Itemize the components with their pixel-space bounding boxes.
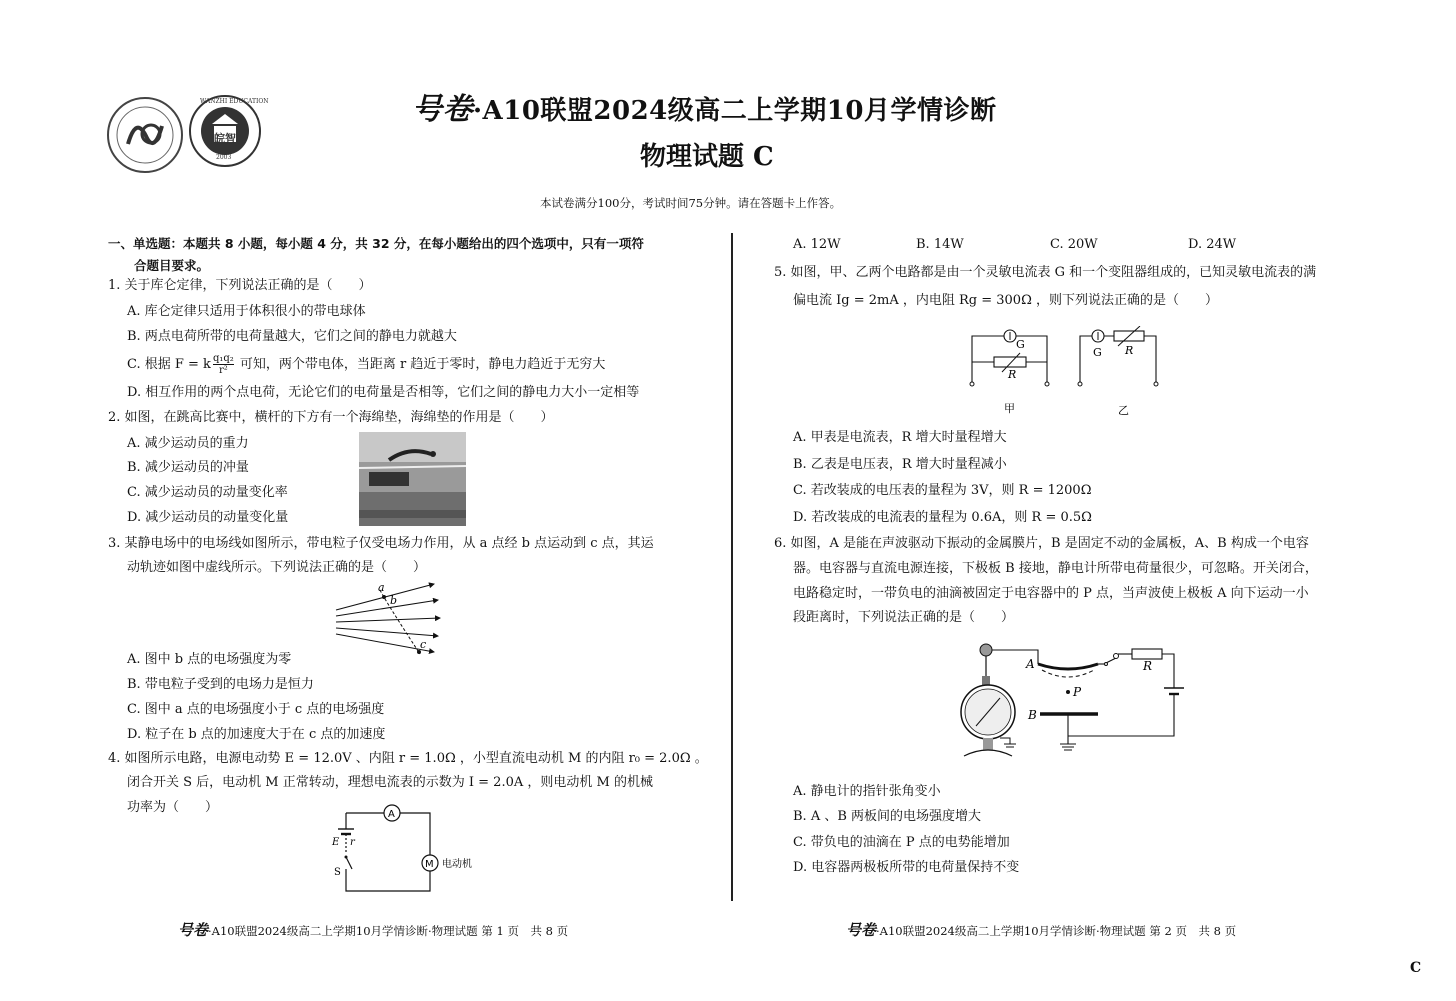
field-lines-figure <box>334 580 444 662</box>
footer-left <box>178 919 568 940</box>
page-title <box>412 84 1052 127</box>
q1-option-c <box>127 353 605 376</box>
caption-jia: 甲 <box>1004 402 1015 415</box>
footer-left-brand: 号卷 <box>178 921 209 939</box>
q1-option-c-post: 可知，两个带电体，当距离 r 趋近于零时，静电力趋近于无穷大 <box>235 357 606 372</box>
q1-fraction <box>213 353 234 376</box>
switch-label: S <box>334 867 341 878</box>
footer-right-text: ·A10联盟2024级高二上学期10月学情诊断·物理试题 第 2 页 共 8 页 <box>876 924 1237 938</box>
q6-stem-line3: 电路稳定时，一带负电的油滴被固定于电容器中的 P 点，当声波使上极板 A 向下运动一小 <box>793 586 1309 601</box>
section-heading-cont: 合题目要求。 <box>134 258 210 273</box>
label-point-p: P <box>1073 685 1082 699</box>
q6-stem-line1: 6. 如图，A 是能在声波驱动下振动的金属膜片，B 是固定不动的金属板，A、B 构成一个电容 <box>774 536 1309 551</box>
q3-stem-line2: 动轨迹如图中虚线所示。下列说法正确的是（ ） <box>127 560 427 575</box>
q5-stem-line2: 偏电流 Ig = 2mA ，内电阻 Rg = 300Ω ，则下列说法正确的是（ ） <box>793 293 1218 308</box>
q1-fraction-num: q₁q₂ <box>212 353 234 364</box>
high-jump-photo <box>359 432 466 526</box>
q4-option-c: C. 20W <box>1050 237 1098 252</box>
caption-yi: 乙 <box>1118 404 1129 417</box>
page-subtitle: 物理试题 C <box>640 142 774 172</box>
field-label-b: b <box>390 594 398 607</box>
footer-right <box>846 919 1236 940</box>
field-label-a: a <box>378 581 385 594</box>
footer-left-text: ·A10联盟2024级高二上学期10月学情诊断·物理试题 第 1 页 共 8 页 <box>208 924 569 938</box>
field-label-c: c <box>420 638 427 651</box>
column-divider <box>731 233 733 901</box>
q1-option-a: A. 库仑定律只适用于体积很小的带电球体 <box>127 304 366 319</box>
q6-stem-line4: 段距离时，下列说法正确的是（ ） <box>793 610 1015 625</box>
alliance-seal-icon <box>106 96 184 174</box>
q5-option-b: B. 乙表是电压表，R 增大时量程减小 <box>793 457 1007 472</box>
ammeter-label: A <box>388 809 395 820</box>
q2-option-b: B. 减少运动员的冲量 <box>127 460 249 475</box>
exam-notice: 本试卷满分100分，考试时间75分钟。请在答题卡上作答。 <box>540 196 842 210</box>
q6-option-c: C. 带负电的油滴在 P 点的电势能增加 <box>793 835 1010 850</box>
q5-option-a: A. 甲表是电流表，R 增大时量程增大 <box>793 430 1007 445</box>
q5-option-c: C. 若改装成的电压表的量程为 3V，则 R = 1200Ω <box>793 483 1092 498</box>
emf-label: E <box>332 837 340 848</box>
q6-stem-line2: 器。电容器与直流电源连接，下极板 B 接地，静电计所带电荷量很少，可忽略。开关闭合， <box>793 561 1318 576</box>
motor-circuit-figure <box>328 803 488 897</box>
q4-stem-line2: 闭合开关 S 后，电动机 M 正常转动，理想电流表的示数为 I = 2.0A ，则电动机 M 的机械 <box>127 775 653 790</box>
motor-label: M <box>425 859 434 870</box>
galvanometer-circuits-figure <box>962 326 1168 420</box>
q6-option-a: A. 静电计的指针张角变小 <box>793 784 941 799</box>
q1-option-b: B. 两点电荷所带的电荷量越大，它们之间的静电力就越大 <box>127 329 457 344</box>
brand-mark: 号卷 <box>412 92 473 127</box>
q6-option-b: B. A 、B 两板间的电场强度增大 <box>793 809 982 824</box>
capacitor-electrometer-figure <box>956 640 1192 764</box>
q4-stem-line3: 功率为（ ） <box>127 800 219 815</box>
q3-option-a: A. 图中 b 点的电场强度为零 <box>127 652 292 667</box>
q5-option-d: D. 若改装成的电流表的量程为 0.6A，则 R = 0.5Ω <box>793 510 1092 525</box>
q4-option-a: A. 12W <box>793 237 841 252</box>
label-g-jia: G <box>1016 338 1025 351</box>
q5-stem-line1: 5. 如图，甲、乙两个电路都是由一个灵敏电流表 G 和一个变阻器组成的，已知灵敏电流表的满 <box>774 265 1317 280</box>
q4-option-d: D. 24W <box>1188 237 1237 252</box>
q3-stem-line1: 3. 某静电场中的电场线如图所示，带电粒子仅受电场力作用，从 a 点经 b 点运动到 c 点，其运 <box>108 536 654 551</box>
label-plate-b: B <box>1028 708 1037 722</box>
q1-option-d: D. 相互作用的两个点电荷，无论它们的电荷量是否相等，它们之间的静电力大小一定相等 <box>127 385 640 400</box>
q1-fraction-den: r² <box>218 365 228 376</box>
q2-stem: 2. 如图，在跳高比赛中，横杆的下方有一个海绵垫，海绵垫的作用是（ ） <box>108 410 554 425</box>
label-plate-a: A <box>1026 657 1035 671</box>
q4-stem-line1: 4. 如图所示电路，电源电动势 E = 12.0V 、内阻 r = 1.0Ω ，小型直流电动机 M 的内阻 r₀ = 2.0Ω 。 <box>108 751 708 766</box>
title-text: ·A10联盟2024级高二上学期10月学情诊断 <box>473 96 997 126</box>
section-heading: 一、单选题：本题共 8 小题，每小题 4 分，共 32 分，在每小题给出的四个选项中，只有一项符 <box>108 236 644 251</box>
q6-option-d: D. 电容器两极板所带的电荷量保持不变 <box>793 860 1020 875</box>
label-r-yi: R <box>1125 344 1134 357</box>
q1-stem: 1. 关于库仑定律，下列说法正确的是（ ） <box>108 278 372 293</box>
q3-option-d: D. 粒子在 b 点的加速度大于在 c 点的加速度 <box>127 727 386 742</box>
q3-option-c: C. 图中 a 点的电场强度小于 c 点的电场强度 <box>127 702 385 717</box>
paper-version-mark: C <box>1410 960 1422 976</box>
q2-option-c: C. 减少运动员的动量变化率 <box>127 485 288 500</box>
internal-r-label: r <box>350 837 355 848</box>
q2-option-d: D. 减少运动员的动量变化量 <box>127 510 289 525</box>
label-g-yi: G <box>1093 346 1102 359</box>
q3-option-b: B. 带电粒子受到的电场力是恒力 <box>127 677 314 692</box>
q2-option-a: A. 减少运动员的重力 <box>127 436 249 451</box>
footer-right-brand: 号卷 <box>846 921 877 939</box>
q4-option-b: B. 14W <box>916 237 964 252</box>
label-resistor-r: R <box>1143 659 1153 673</box>
logo-year: 2003 <box>216 154 232 161</box>
q1-option-c-pre: C. 根据 F = k <box>127 357 211 372</box>
logo-ring-text: WANZHI EDUCATION <box>200 98 269 105</box>
label-r-jia: R <box>1008 368 1017 381</box>
motor-caption: 电动机 <box>442 859 472 870</box>
logo-inner-text: 皖智 <box>214 132 236 145</box>
